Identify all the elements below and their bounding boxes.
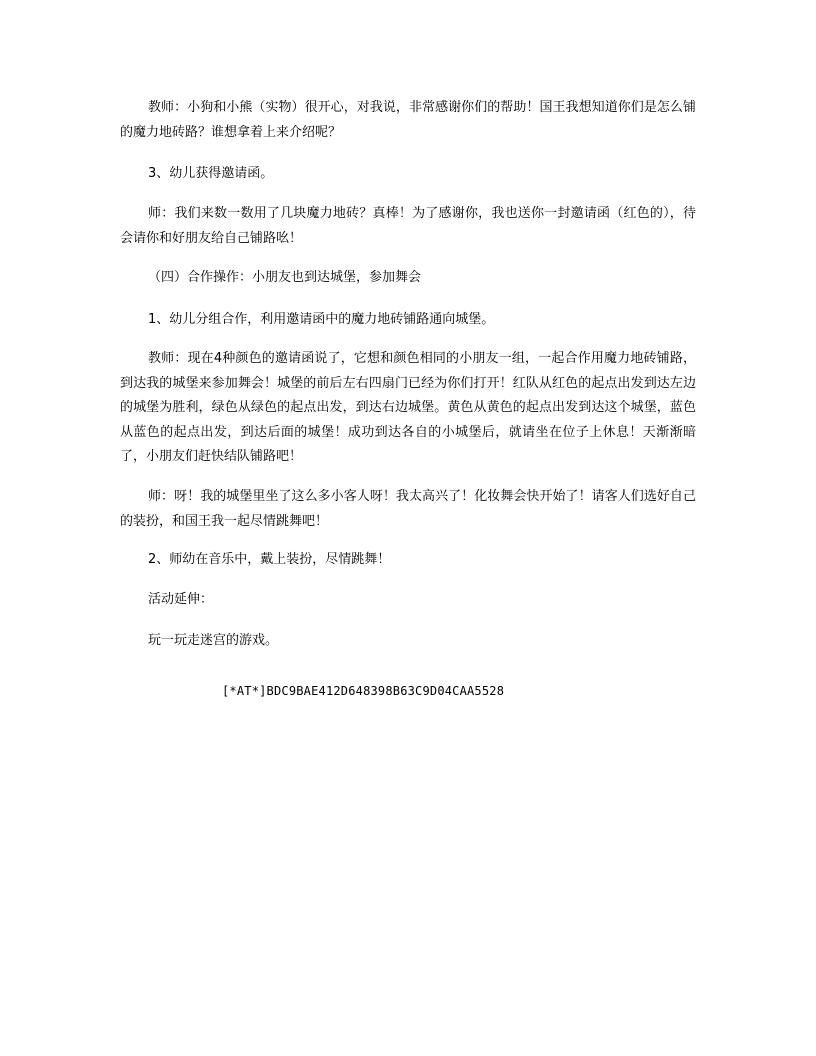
paragraph-maze-game: 玩一玩走迷宫的游戏。: [148, 633, 279, 648]
paragraph-step-2: 2、师幼在音乐中，戴上装扮，尽情跳舞！: [148, 552, 391, 567]
document-code-line: [*AT*]BDC9BAE412D648398B63C9D04CAA5528: [222, 684, 505, 698]
paragraph-step-3: 3、幼儿获得邀请函。: [148, 166, 274, 181]
paragraph-invitation: 师：我们来数一数用了几块魔力地砖？真棒！为了感谢你，我也送你一封邀请函（红色的），待会请你和好朋友给自己铺路吆！: [120, 206, 696, 246]
paragraph-step-1: 1、幼儿分组合作，利用邀请函中的魔力地砖铺路通向城堡。: [148, 312, 495, 327]
paragraph-teacher-thanks: 教师：小狗和小熊（实物）很开心，对我说，非常感谢你们的帮助！国王我想知道你们是怎么铺的魔力地砖路？谁想拿着上来介绍呢？: [120, 100, 696, 140]
paragraph-dance-party: 师：呀！我的城堡里坐了这么多小客人呀！我太高兴了！化妆舞会快开始了！请客人们选好自己的装扮，和国王我一起尽情跳舞吧！: [120, 489, 696, 529]
section-heading-cooperation: （四）合作操作：小朋友也到达城堡，参加舞会: [148, 270, 422, 285]
paragraph-teacher-instructions: 教师：现在4种颜色的邀请函说了，它想和颜色相同的小朋友一组，一起合作用魔力地砖铺路，到达我的城堡来参加舞会！城堡的前后左右四扇门已经为你们打开！红队从红色的起点出发到达左边的城堡为胜利，绿色从绿色的起点出发，到达右边城堡。黄色从黄色的起点出发到达这个城堡，蓝色从蓝色的起点出发，到达后面的城堡！成功到达各自的小城堡后，就请坐在位子上休息！天渐渐暗了，小朋友们赶快结队铺路吧！: [120, 351, 696, 464]
activity-extension-heading: 活动延伸：: [148, 592, 214, 607]
